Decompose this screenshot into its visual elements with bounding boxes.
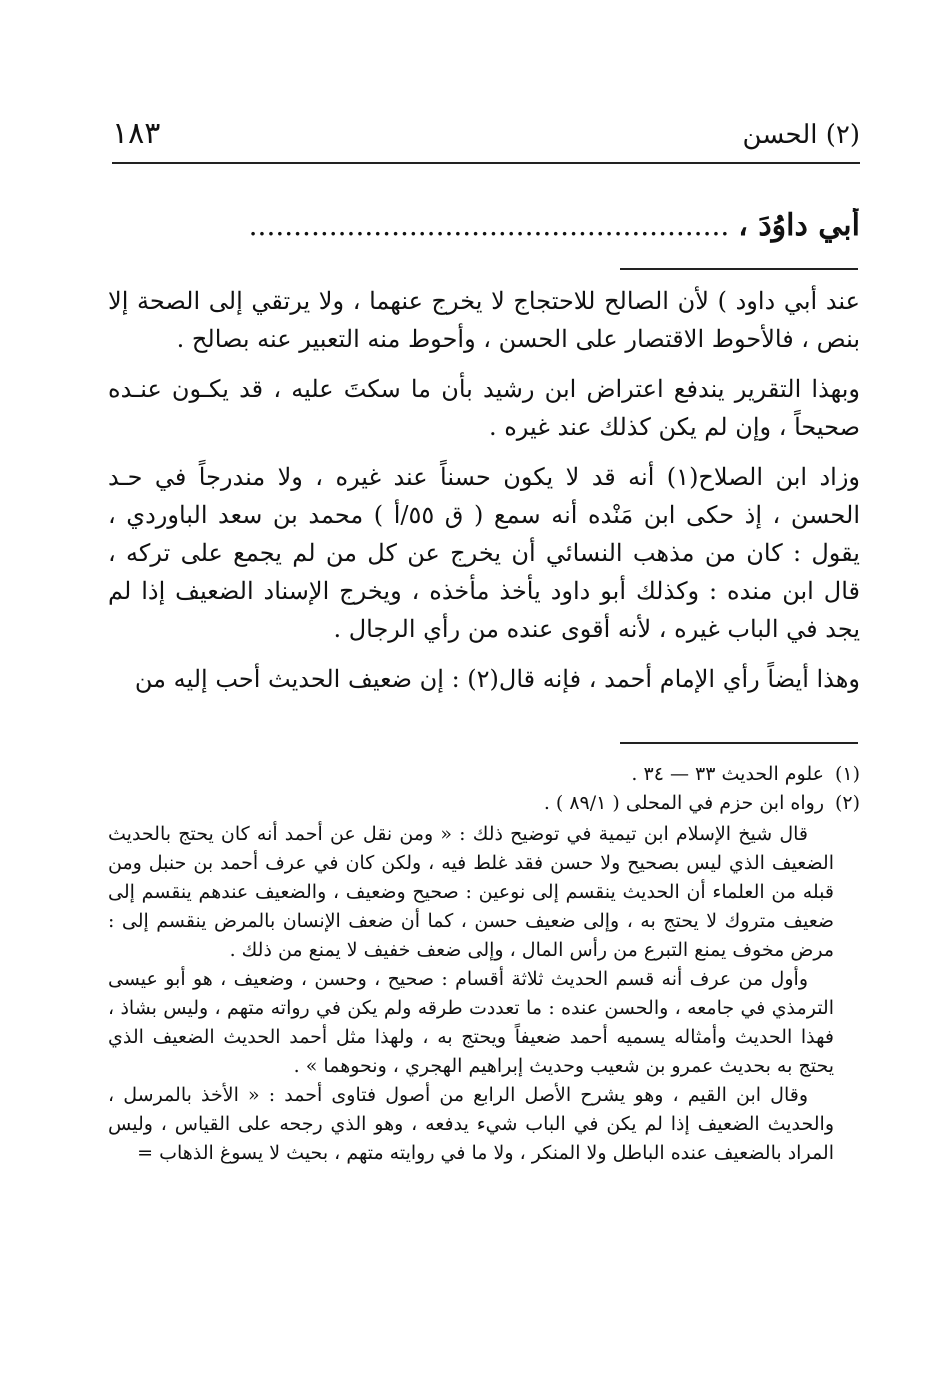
page-number: ١٨٣	[112, 116, 161, 151]
body-paragraph: عند أبي داود ) لأن الصالح للاحتجاج لا يخرج عنهما ، ولا يرتقي إلى الصحة إلا بنص ، فالأحوط الاقتصار على الحسن ، وأحوط منه التعبير عنه بصالح .	[108, 287, 860, 353]
commentary-body	[108, 282, 860, 710]
header-rule	[112, 162, 860, 164]
footnote-paragraph: قال شيخ الإسلام ابن تيمية في توضيح ذلك : « ومن نقل عن أحمد أنه كان يحتج بالحديث الضعيف الذي ليس بصحيح ولا حسن فقد غلط فيه ، ولكن كان في عرف أحمد بن حنبل ومن قبله من العلماء أن الحديث ينقسم إلى نوعين : صحيح وضعيف ، والضعيف عندهم ينقسم إلى ضعيف متروك لا يحتج به ، وإلى ضعيف حسن ، كما أن ضعف الإنسان بالمرض ينقسم إلى : مرض مخوف يمنع التبرع من رأس المال ، وإلى ضعف خفيف لا يمنع من ذلك .	[108, 823, 834, 961]
footnote-text: علوم الحديث ٣٣ — ٣٤ .	[631, 763, 824, 785]
footnote-number: (١)	[834, 763, 860, 785]
footnote-text: رواه ابن حزم في المحلى ( ٨٩/١ ) .	[543, 792, 824, 814]
quoted-text-line	[112, 208, 860, 243]
body-paragraph: وهذا أيضاً رأي الإمام أحمد ، فإنه قال(٢) : إن ضعيف الحديث أحب إليه من	[134, 665, 860, 693]
footnote-item	[108, 760, 860, 789]
quoted-text-lead: أبي داوُدَ ،	[738, 208, 860, 243]
footnote-paragraph: وقال ابن القيم ، وهو يشرح الأصل الرابع من أصول فتاوى أحمد : « الأخذ بالمرسل ، والحديث الضعيف إذا لم يكن في الباب شيء يدفعه ، وهو الذي رجحه على القياس ، وليس المراد بالضعيف عنده الباطل ولا المنكر ، ولا ما في روايته متهم ، بحيث لا يسوغ الذهاب =	[108, 1084, 834, 1164]
footnote-paragraph: وأول من عرف أنه قسم الحديث ثلاثة أقسام : صحيح ، وحسن ، وضعيف ، هو أبو عيسى الترمذي في جامعه ، والحسن عنده : ما تعددت طرقه ولم يكن في رواته متهم ، وليس بشاذ ، فهذا الحديث وأمثاله يسميه أحمد ضعيفاً ويحتج به ، ولهذا مثل أحمد الحديث الضعيف الذي يحتج به بحديث عمرو بن شعيب وحديث إبراهيم الهجري ، ونحوهما » .	[108, 968, 834, 1077]
chapter-title: (٢) الحسن	[742, 120, 860, 150]
footnote-number: (٢)	[834, 792, 860, 814]
body-paragraph: وزاد ابن الصلاح(١) أنه قد لا يكون حسناً عند غيره ، ولا مندرجاً في حـد الحسن ، إذ حكى ابن مَنْده أنه سمع ( ق ٥٥/أ ) محمد بن سعد الباوردي ، يقول : كان من مذهب النسائي أن يخرج عن كل من لم يجمع على تركه ، قال ابن منده : وكذلك أبو داود يأخذ مأخذه ، ويخرج الإسناد الضعيف إذا لم يجد في الباب غيره ، لأنه أقوى عنده من رأي الرجال .	[108, 463, 860, 643]
running-header	[112, 116, 860, 164]
footnote-item	[108, 789, 860, 818]
commentary-separator	[620, 268, 858, 270]
ellipsis-dots: ......................................................	[248, 209, 730, 242]
body-paragraph: وبهذا التقرير يندفع اعتراض ابن رشيد بأن ما سكتَ عليه ، قد يكـون عنـده صحيحاً ، وإن لم يكن كذلك عند غيره .	[108, 375, 860, 441]
footnote-separator	[620, 742, 858, 744]
footnotes	[108, 760, 860, 1168]
